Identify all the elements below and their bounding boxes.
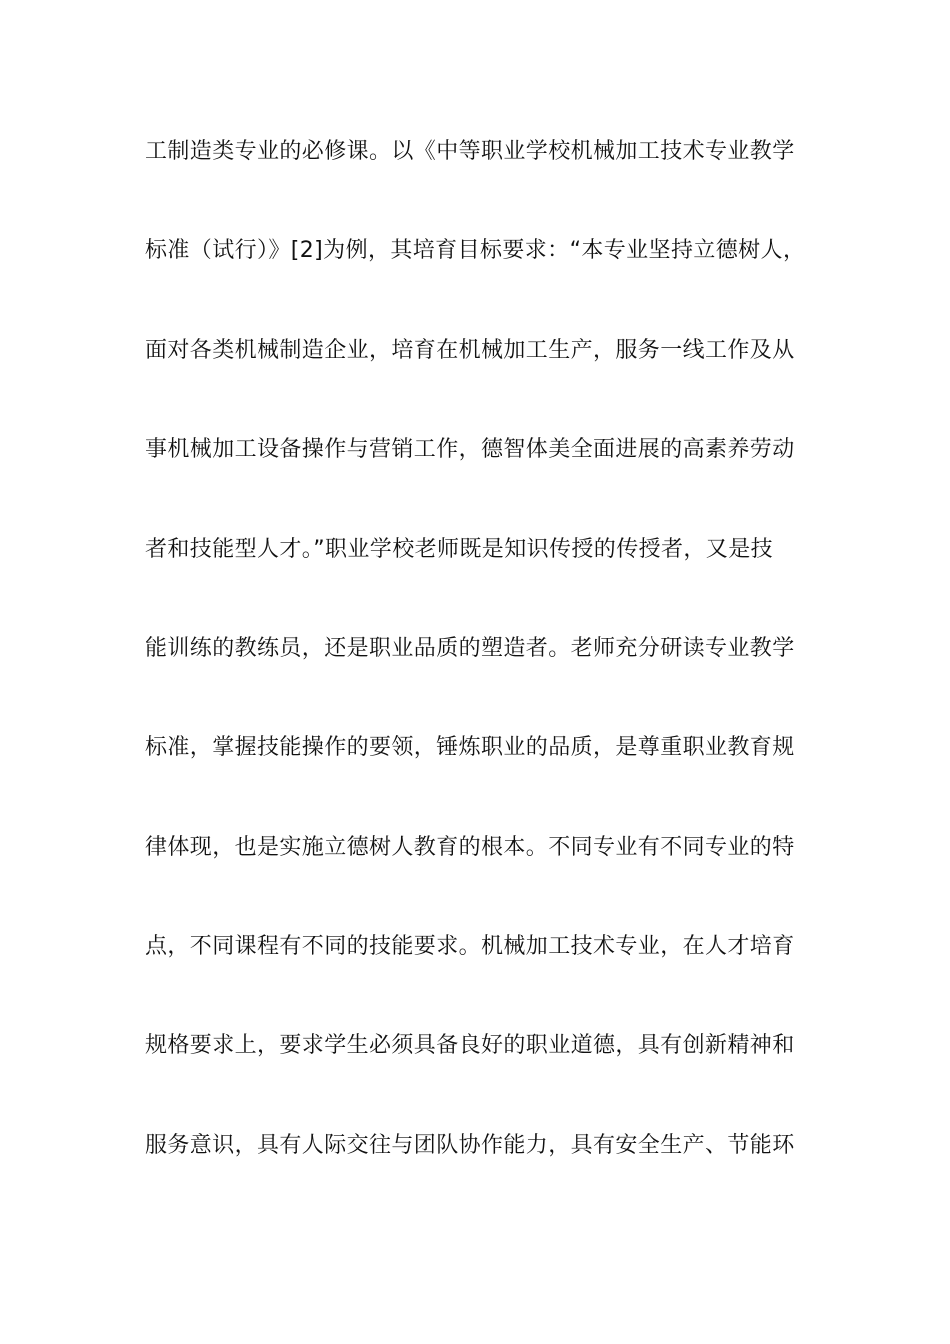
text-line: 规格要求上，要求学生必须具备良好的职业道德，具有创新精神和 <box>145 1033 795 1058</box>
text-line: 律体现，也是实施立德树人教育的根本。不同专业有不同专业的特 <box>145 835 795 860</box>
text-line: 点，不同课程有不同的技能要求。机械加工技术专业，在人才培育 <box>145 934 795 959</box>
text-line: 服务意识，具有人际交往与团队协作能力，具有安全生产、节能环 <box>145 1133 795 1158</box>
text-line: 标准，掌握技能操作的要领，锤炼职业的品质，是尊重职业教育规 <box>145 735 795 760</box>
text-line: 事机械加工设备操作与营销工作，德智体美全面进展的高素养劳动 <box>145 437 795 462</box>
text-line: 能训练的教练员，还是职业品质的塑造者。老师充分研读专业教学 <box>145 636 795 661</box>
text-line: 者和技能型人才。”职业学校老师既是知识传授的传授者，又是技 <box>145 537 773 562</box>
text-line: 标准（试行）》[2]为例，其培育目标要求：“本专业坚持立德树人， <box>145 238 806 263</box>
text-line: 工制造类专业的必修课。以《中等职业学校机械加工技术专业教学 <box>145 139 795 164</box>
text-line: 面对各类机械制造企业，培育在机械加工生产，服务一线工作及从 <box>145 338 795 363</box>
